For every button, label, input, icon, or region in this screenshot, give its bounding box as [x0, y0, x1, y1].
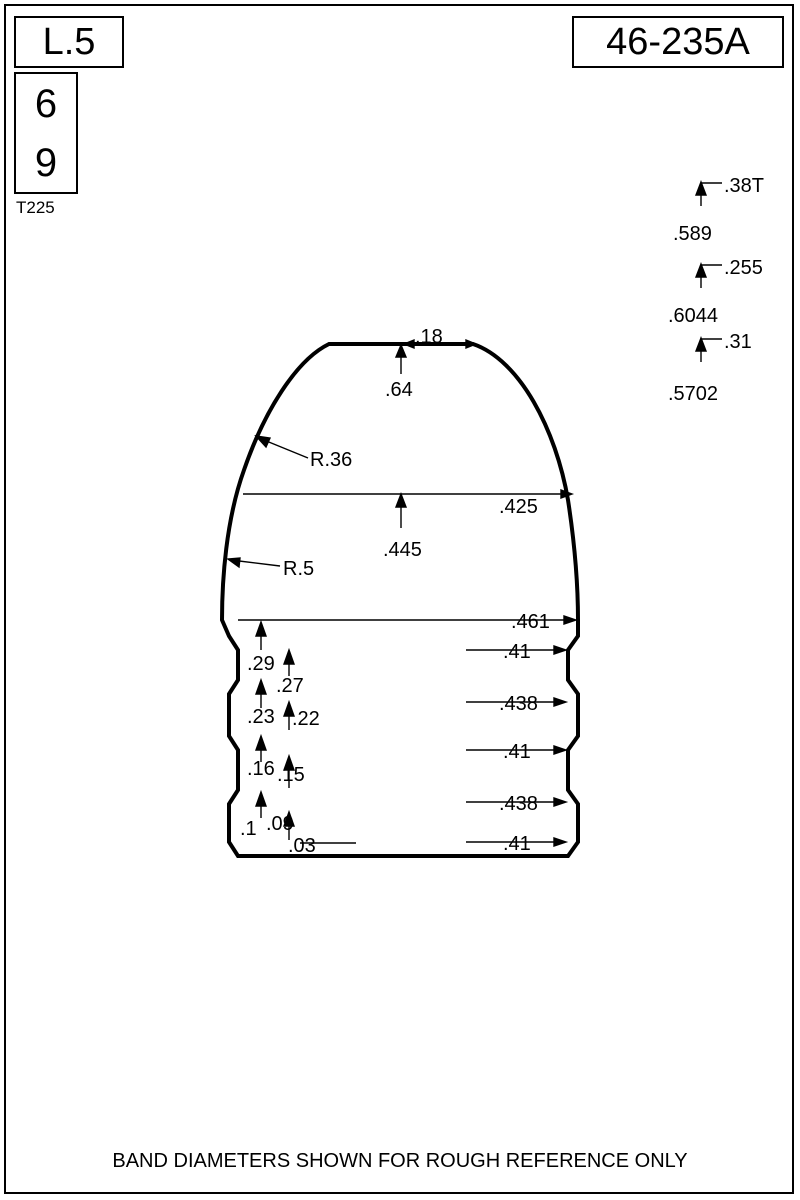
cavity-top: 6 [34, 81, 58, 126]
ref-label-0: .38T [724, 175, 765, 197]
dim-height-09: .09 [266, 813, 294, 835]
dimension-lines [228, 182, 722, 846]
dim-diameter-groove1: .438 [499, 693, 538, 715]
dim-height-16: .16 [247, 758, 275, 780]
bullet-outline [222, 344, 578, 856]
part-number: 46-235A [606, 20, 750, 63]
dim-height-29: .29 [247, 653, 275, 675]
dim-height-1: .1 [240, 818, 257, 840]
dim-diameter-445: .445 [383, 539, 422, 561]
mold-code-label: T225 [16, 198, 55, 217]
ref-sub-2: .5702 [668, 383, 719, 405]
dim-ogive-height: .64 [385, 379, 413, 401]
lot-label: L.5 [42, 20, 96, 63]
dim-height-15: .15 [277, 764, 305, 786]
dim-height-03: .03 [288, 835, 316, 857]
dim-diameter-base: .41 [503, 833, 531, 855]
dim-diameter-band2: .41 [503, 741, 531, 763]
ref-label-2: .31 [724, 331, 752, 353]
ref-sub-1: .6044 [668, 305, 719, 327]
dim-diameter-425: .425 [499, 496, 538, 518]
dim-body-radius: R.5 [283, 558, 315, 580]
ref-label-1: .255 [724, 257, 763, 279]
ref-sub-0: .589 [673, 223, 712, 245]
dim-height-22: .22 [292, 708, 320, 730]
dim-diameter-groove2: .438 [499, 793, 538, 815]
cavity-bottom: 9 [34, 140, 58, 185]
dim-nose-flat: .18 [415, 326, 443, 348]
dim-nose-radius: R.36 [310, 449, 353, 471]
dim-diameter-461: .461 [511, 611, 550, 633]
dim-diameter-band1: .41 [503, 641, 531, 663]
dim-height-23: .23 [247, 706, 275, 728]
dim-height-27: .27 [276, 675, 304, 697]
footer-note: BAND DIAMETERS SHOWN FOR ROUGH REFERENCE ONLY [112, 1150, 688, 1172]
